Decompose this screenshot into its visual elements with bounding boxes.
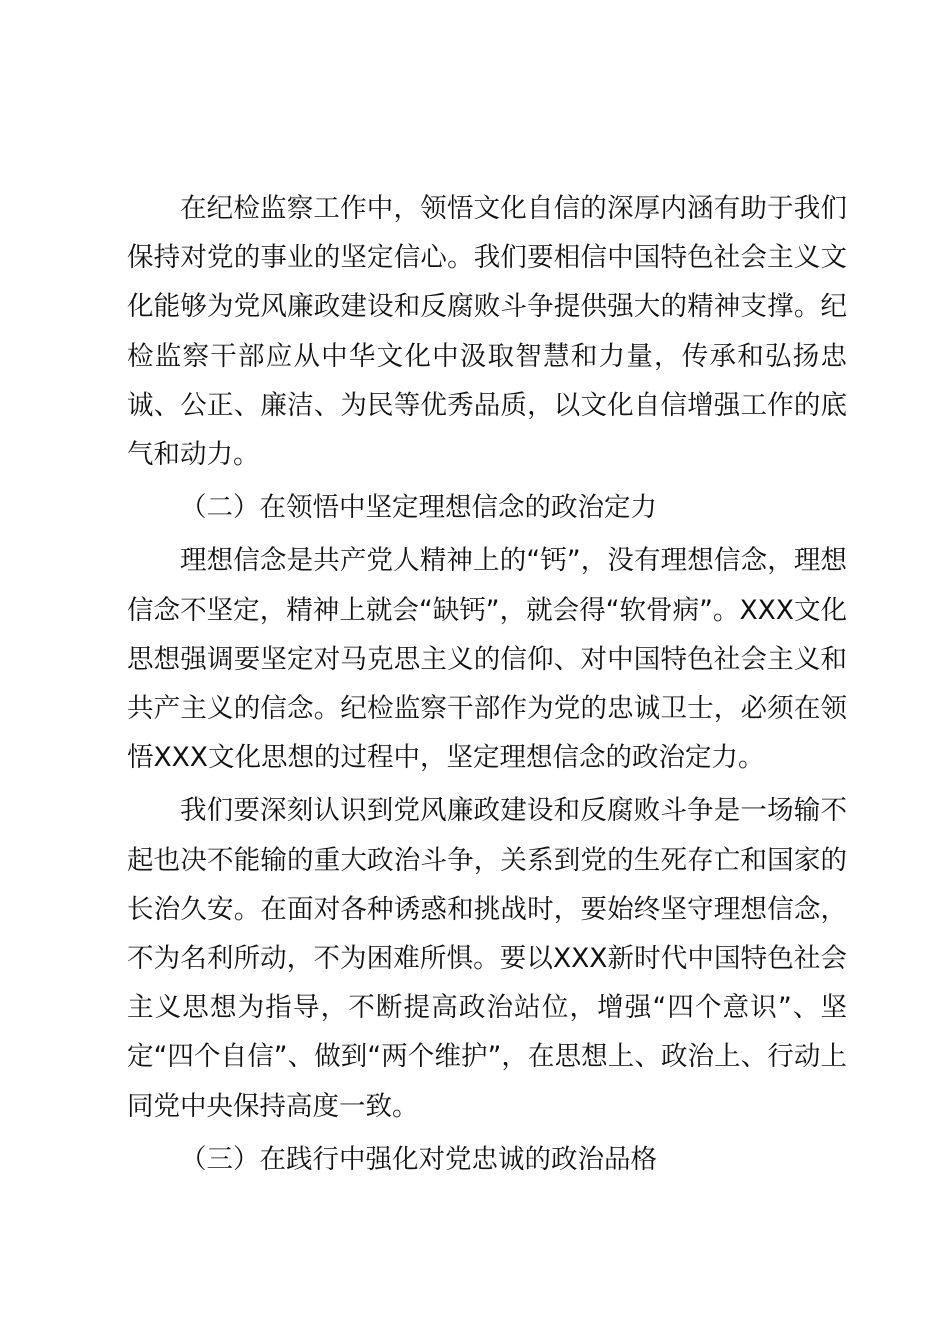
section-heading-three: （三）在践行中强化对党忠诚的政治品格 xyxy=(180,1143,657,1175)
paragraph-political-struggle: 我们要深刻认识到党风廉政建设和反腐败斗争是一场输不起也决不能输的重大政治斗争，关系到党的生死存亡和国家的长治久安。在面对各种诱惑和挑战时，要始终坚守理想信念，不为名利所动，不为困难所惧。要以XXX新时代中国特色社会主义思想为指导，不断提高政治站位，增强“四个意识”、坚定“四个自信”、做到“两个维护”，在思想上、政治上、行动上同党中央保持高度一致。 xyxy=(127,795,847,1122)
paragraph-cultural-confidence: 在纪检监察工作中，领悟文化自信的深厚内涵有助于我们保持对党的事业的坚定信心。我们要相信中国特色社会主义文化能够为党风廉政建设和反腐败斗争提供强大的精神支撑。纪检监察干部应从中华文化中汲取智慧和力量，传承和弘扬忠诚、公正、廉洁、为民等优秀品质，以文化自信增强工作的底气和动力。 xyxy=(127,193,847,471)
section-heading-two: （二）在领悟中坚定理想信念的政治定力 xyxy=(180,492,657,524)
document-body xyxy=(127,184,847,1188)
paragraph-ideals-beliefs: 理想信念是共产党人精神上的“钙”，没有理想信念，理想信念不坚定，精神上就会“缺钙”，就会得“软骨病”。XXX文化思想强调要坚定对马克思主义的信仰、对中国特色社会主义和共产主义的信念。纪检监察干部作为党的忠诚卫士，必须在领悟XXX文化思想的过程中，坚定理想信念的政治定力。 xyxy=(127,545,847,774)
